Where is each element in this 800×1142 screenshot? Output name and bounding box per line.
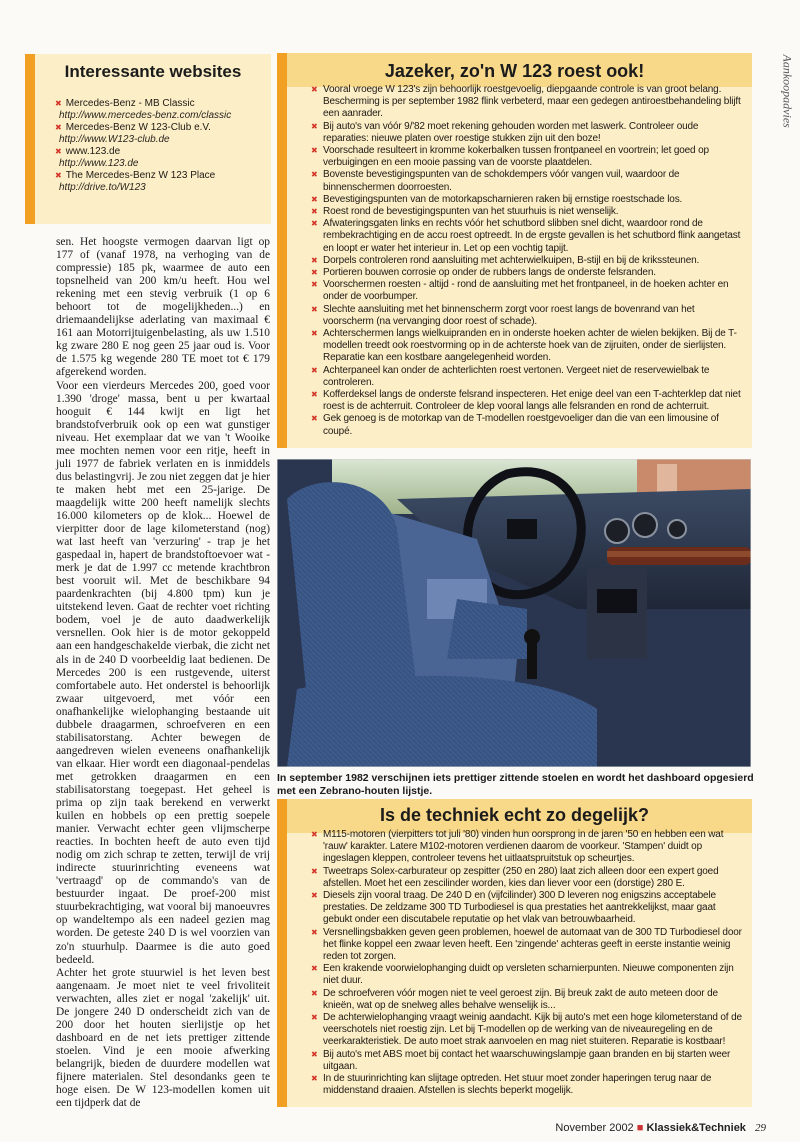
website-name: ✖ www.123.de <box>55 146 260 158</box>
tip-item: ✖ De achterwielophanging vraagt weinig aandacht. Kijk bij auto's met een hoge kilometerstand of de veerschotels niet roestig zijn. Let bij T-modellen op de werking van de niveauregeling en de veerkarakteristiek. De auto moet strak aanvoelen en mag niet stuiteren. Reparatie is kostbaar! <box>311 1012 743 1049</box>
website-name: ✖ Mercedes-Benz - MB Classic <box>55 98 260 110</box>
tip-item: ✖ Bij auto's van vóór 9/'82 moet rekening gehouden worden met laswerk. Controleer oude reparaties: nieuwe platen over roestige stukken zijn uit den boze! <box>311 121 743 145</box>
roest-title: Jazeker, zo'n W 123 roest ook! <box>384 61 645 81</box>
photo-caption: In september 1982 verschijnen iets prettiger zittende stoelen en wordt het dashboard opgesierd met een Zebrano-houten lijstje. <box>277 772 754 797</box>
section-tab-label: Aankoopadvies <box>780 54 795 128</box>
tip-item: ✖ Bevestigingspunten van de motorkapscharnieren raken bij ernstige roestschade los. <box>311 194 743 206</box>
paragraph: Achter het grote stuurwiel is het leven best aangenaam. Je moet niet te veel frivoliteit verwachten, alles ziet er nogal 'zakelijk' uit. De jongere 240 D onderscheidt zich van de 200 door het houten sierlijstje op het dashboard en de net iets prettiger zittende stoelen. Vind je een mooie afwerking belangrijk, bieden de duurdere modellen wat fijnere materialen. Stel desondanks geen te hoge eisen. De W 123-modellen komen uit een tijdperk dat de <box>56 966 270 1110</box>
paragraph: Voor een vierdeurs Mercedes 200, goed voor 1.390 'droge' massa, bent u per kwartaal hooguit € 144 kwijt en ligt het brandstofverbruik ook op een wat gunstiger niveau. Het exemplaar dat we van 't Wooike mee mochten nemen voor een ritje, heeft in juli 1977 de fabriek verlaten en is inmiddels dus belastingvrij. Je zou niet zeggen dat je hier te maken hebt met een 25-jarige. De maagdelijk witte 200 heeft namelijk slechts 16.000 kilometers op de klok... Hoewel de vierpitter door de lage kilometerstand (nog) wat last heeft van 'verzuring' - trap je het gaspedaal in, hapert de brandstoftoevoer wat - merk je dat de 1.997 cc metende krachtbron best vooruit wil. Met de beschikbare 94 paardenkrachten (bij 4.800 tpm) kun je uitstekend leven. Gaat de rechter voet richting bodem, voel je de auto daadwerkelijk versnellen. Ook hier is de motor gekoppeld aan een handgeschakelde vierbak, die zicht net als in de 240 D voorbeeldig laat bedienen. De Mercedes 200 is een rustgevende, uiterst comfortabele auto. Het onderstel is behoorlijk zwaar uitgevoerd, met vóór een onafhankelijke wielophanging bestaande uit dubbele draagarmen, schroefveren en een stabilisatorstang. Achter bewegen de aangedreven wielen eveneens onafhankelijk van elkaar. Hier wordt een diagonaal-pendelas met getrokken draagarmen en een stabilisatorstang toegepast. Het geheel is prima op zijn taak berekend en verwerkt kuilen en hobbels op een prettig soepele manier. Verwacht echter geen vlijmscherpe reacties. In bochten heeft de auto even tijd nodig om zich schrap te zetten, terwijl de vrij indirecte stuurinrichting eveneens wat 'vertraagd' op de commando's van de bestuurder ingaat. De proef-200 mist stuurbekrachtiging, wat vooral bij manoeuvres op wandeltempo als een nadeel gezien mag worden. De geteste 240 D is wel voorzien van zo'n stuurhulp. Daarmee is die auto goed bedeeld. <box>56 379 270 966</box>
tip-item: ✖ Roest rond de bevestigingspunten van het stuurhuis is niet wenselijk. <box>311 206 743 218</box>
tip-item: ✖ Bovenste bevestigingspunten van de schokdempers vóór vangen vuil, waardoor de binnenschermen doorroesten. <box>311 169 743 193</box>
tip-item: ✖ In de stuurinrichting kan slijtage optreden. Het stuur moet zonder haperingen terug naar de middenstand draaien. Afstellen is slechts beperkt mogelijk. <box>311 1073 743 1097</box>
techniek-title: Is de techniek echt zo degelijk? <box>379 805 650 825</box>
tip-item: ✖ Voorschermen roesten - altijd - rond de aansluiting met het frontpaneel, in de hoeken achter en onder de voorbumper. <box>311 279 743 303</box>
tip-item: ✖ Versnellingsbakken geven geen problemen, hoewel de automaat van de 300 TD Turbodiesel door het flinke koppel een zwaar leven heeft. Een 'zingende' achteras geeft in eerste instantie weinig reden tot zorgen. <box>311 927 743 964</box>
tip-item: ✖ Bij auto's met ABS moet bij contact het waarschuwingslampje gaan branden en bij starten weer uitgaan. <box>311 1049 743 1073</box>
page-footer: November 2002 ■ Klassiek&Techniek 29 <box>555 1122 766 1134</box>
tip-item: ✖ Slechte aansluiting met het binnenscherm zorgt voor roest langs de bovenrand van het voorscherm (na vervanging door roest of schade). <box>311 304 743 328</box>
website-name: ✖ Mercedes-Benz W 123-Club e.V. <box>55 122 260 134</box>
footer-magazine: Klassiek&Techniek <box>646 1122 746 1134</box>
website-url[interactable]: http://www.W123-club.de <box>59 134 170 145</box>
tip-item: ✖ Kofferdeksel langs de onderste felsrand inspecteren. Het enige deel van een T-achterklep dat niet roest is de achterruit. Controleer de klep vooral langs alle felsranden en rond de achterruit. <box>311 389 743 413</box>
website-name: ✖ The Mercedes-Benz W 123 Place <box>55 170 260 182</box>
page-number: 29 <box>755 1122 766 1134</box>
tip-item: ✖ Afwateringsgaten links en rechts vóór het schutbord slibben snel dicht, waardoor rond de rembekrachtiging en de accu roest optreedt. In de ergste gevallen is het schutbord flink aangetast en loopt er water het interieur in. Let op een vochtig tapijt. <box>311 218 743 255</box>
tip-item: ✖ Achterpaneel kan onder de achterlichten roest vertonen. Vergeet niet de reservewielbak te controleren. <box>311 365 743 389</box>
article-body <box>56 236 270 1110</box>
tip-item: ✖ Gek genoeg is de motorkap van de T-modellen roestgevoeliger dan die van een limousine of coupé. <box>311 413 743 437</box>
accent-bar <box>277 799 287 1107</box>
techniek-list <box>311 829 743 1097</box>
tip-item: ✖ Achterschermen langs wielkuipranden en in onderste hoeken achter de wielen bekijken. Bij de T-modellen treedt ook roestvorming op in de achterste hoek van de zijruiten, onder de sierlijsten. Reparatie kan een kostbare aangelegenheid worden. <box>311 328 743 365</box>
accent-bar <box>25 54 35 224</box>
footer-month: November 2002 <box>555 1122 634 1134</box>
tip-item: ✖ Vooral vroege W 123's zijn behoorlijk roestgevoelig, diepgaande controle is van groot belang. Bescherming is per september 1982 flink verbeterd, maar een gedegen antiroestbehandeling blijft een aanrader. <box>311 84 743 121</box>
tip-item: ✖ Diesels zijn vooral traag. De 240 D en (vijfcilinder) 300 D leveren nog enigszins acceptabele prestaties. De zeldzame 300 TD Turbodiesel is qua prestaties het aantrekkelijkst, maar gaat gebukt onder een discutabele reputatie op het vlak van betrouwbaarheid. <box>311 890 743 927</box>
website-url[interactable]: http://www.mercedes-benz.com/classic <box>59 110 232 121</box>
website-url[interactable]: http://drive.to/W123 <box>59 182 146 193</box>
website-url[interactable]: http://www.123.de <box>59 158 139 169</box>
tip-item: ✖ De schroefveren vóór mogen niet te veel geroest zijn. Bij breuk zakt de auto meteen door de knieën, wat op de snelweg alles behalve wenselijk is... <box>311 988 743 1012</box>
tip-item: ✖ Dorpels controleren rond aansluiting met achterwielkuipen, B-stijl en bij de krikssteunen. <box>311 255 743 267</box>
interior-photo <box>277 459 751 767</box>
websites-list <box>55 98 260 194</box>
paragraph: sen. Het hoogste vermogen daarvan ligt op 177 of (vanaf 1978, na verhoging van de compressie) 185 pk, waarmee de auto een topsnelheid van 200 km/u heeft. Hou wel rekening met een stevig verbruik (1 op 6 behoort tot de mogelijkheden...) en driemaandelijkse aderlating van maximaal € 161 aan Motorrijtuigenbelasting, als uw 1.510 kg zware 280 E nog geen 25 jaar oud is. Voor de 1.575 kg wegende 280 TE moet tot € 179 afgerekend worden. <box>56 236 270 379</box>
tip-item: ✖ Tweetraps Solex-carburateur op zespitter (250 en 280) laat zich alleen door een expert goed afstellen. Moet het een zescilinder worden, kies dan liever voor een (dorstige) 280 E. <box>311 866 743 890</box>
tip-item: ✖ Voorschade resulteert in kromme kokerbalken tussen frontpaneel en voortrein; let goed op verbuigingen en een mooie passing van de voorste plaatdelen. <box>311 145 743 169</box>
tip-item: ✖ Een krakende voorwielophanging duidt op versleten scharnierpunten. Nieuwe componenten zijn niet duur. <box>311 963 743 987</box>
tip-item: ✖ Portieren bouwen corrosie op onder de rubbers langs de onderste felsranden. <box>311 267 743 279</box>
tip-item: ✖ M115-motoren (vierpitters tot juli '80) vinden hun oorsprong in de jaren '50 en hebben een wat 'rauw' karakter. Latere M102-motoren verdienen daarom de voorkeur. 'Stampen' duidt op ingeslagen kleppen, controleer tevens het uitlaatspruitstuk op scheurtjes. <box>311 829 743 866</box>
websites-title: Interessante websites <box>64 62 242 81</box>
accent-bar <box>277 53 287 448</box>
roest-list <box>311 84 743 438</box>
section-tab <box>776 50 794 170</box>
